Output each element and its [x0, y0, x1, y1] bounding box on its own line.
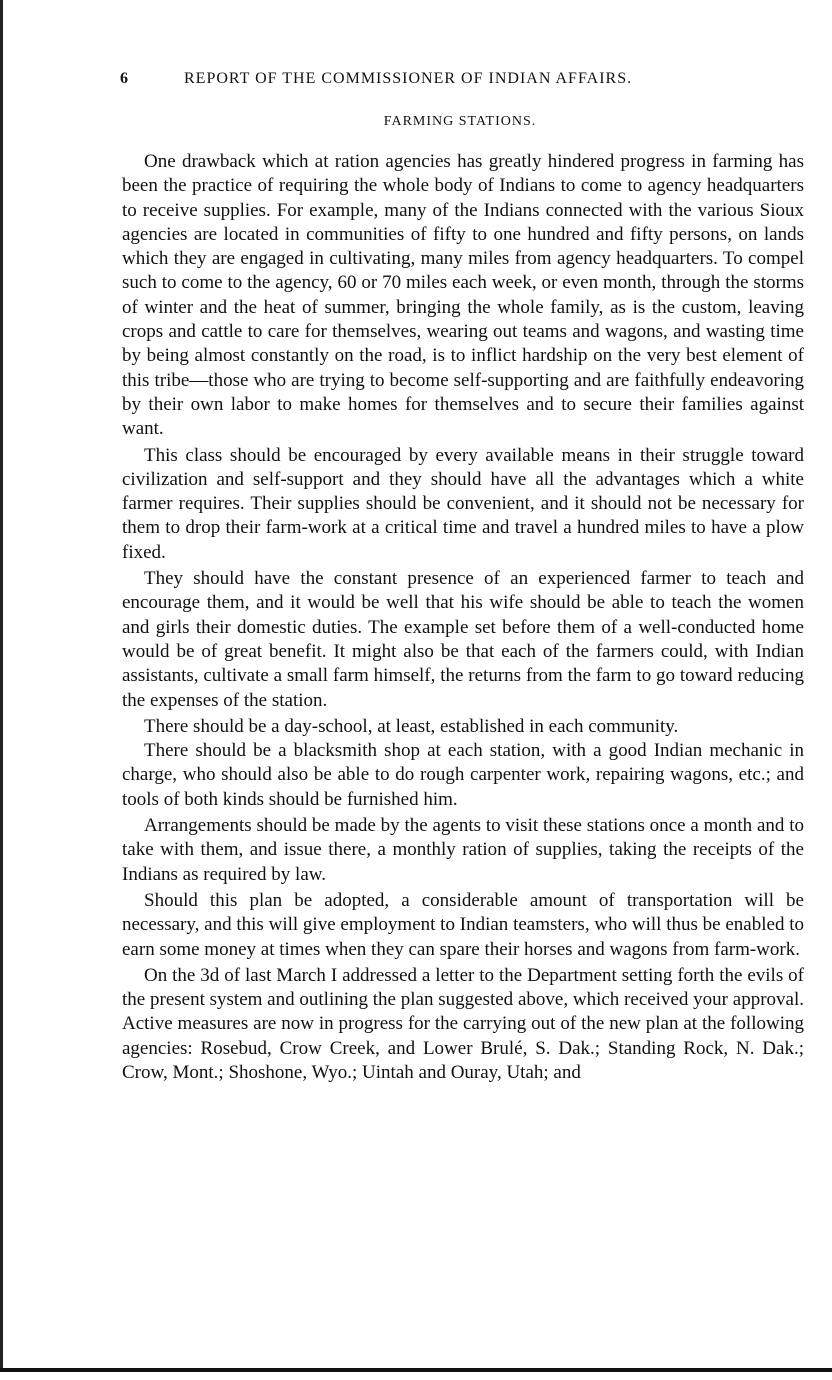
paragraph: There should be a day-school, at least, established in each community. [144, 715, 679, 737]
paragraph: One drawback which at ration agencies has greatly hindered progress in farming has been the practice of requiring the whole body of Indians to come to agency headquarters to receive supplies. For example, many of the Indians connected with the various Sioux agencies are located in communities of fifty to one hundred and fifty persons, on lands which they are engaged in cultivating, many miles from agency headquarters. To compel such to come to the agency, 60 or 70 miles each week, or even month, through the storms of winter and the heat of summer, bringing the whole family, as is the custom, leaving crops and cattle to care for themselves, wearing out teams and wagons, and wasting time by being almost constantly on the road, is to inflict hardship on the very best element of this tribe—those who are trying to become self-supporting and are faithfully endeavoring by their own labor to make homes for themselves and to secure their families against want. [122, 151, 804, 440]
paragraph: On the 3d of last March I addressed a letter to the Department setting forth the evils of the present system and outlining the plan suggested above, which received your approval. Active measures are now in progress for the carrying out of the new plan at the following agencies: Rosebud, Crow Creek, and Lower Brulé, S. Dak.; Standing Rock, N. Dak.; Crow, Mont.; Shoshone, Wyo.; Uintah and Ouray, Utah; and [122, 964, 804, 1083]
running-title: REPORT OF THE COMMISSIONER OF INDIAN AFFAIRS. [184, 70, 633, 87]
page-bottom-edge [0, 1368, 832, 1372]
page-edge-shadow [0, 0, 3, 1370]
page-header [120, 70, 800, 88]
body-text [122, 150, 804, 1085]
page-number: 6 [120, 70, 129, 87]
section-title: FARMING STATIONS. [383, 114, 537, 129]
paragraph: Arrangements should be made by the agents to visit these stations once a month and to take with them, and issue there, a monthly ration of supplies, taking the receipts of the Indians as required by law. [122, 815, 804, 885]
paragraph: This class should be encouraged by every available means in their struggle toward civilization and self-support and they should have all the advantages which a white farmer requires. Their supplies should be convenient, and it should not be necessary for them to drop their farm-work at a critical time and travel a hundred miles to have a plow fixed. [122, 444, 804, 563]
paragraph: Should this plan be adopted, a considerable amount of transportation will be necessary, and this will give employment to Indian teamsters, who will thus be enabled to earn some money at times when they can spare their horses and wagons from farm-work. [122, 889, 804, 960]
paragraph: There should be a blacksmith shop at each station, with a good Indian mechanic in charge, who should also be able to do rough carpenter work, repairing wagons, etc.; and tools of both kinds should be furnished him. [122, 740, 804, 810]
paragraph: They should have the constant presence of an experienced farmer to teach and encourage them, and it would be well that his wife should be able to teach the women and girls their domestic duties. The example set before them of a well-conducted home would be of great benefit. It might also be that each of the farmers could, with Indian assistants, cultivate a small farm himself, the returns from the farm to go toward reducing the expenses of the station. [122, 568, 804, 711]
